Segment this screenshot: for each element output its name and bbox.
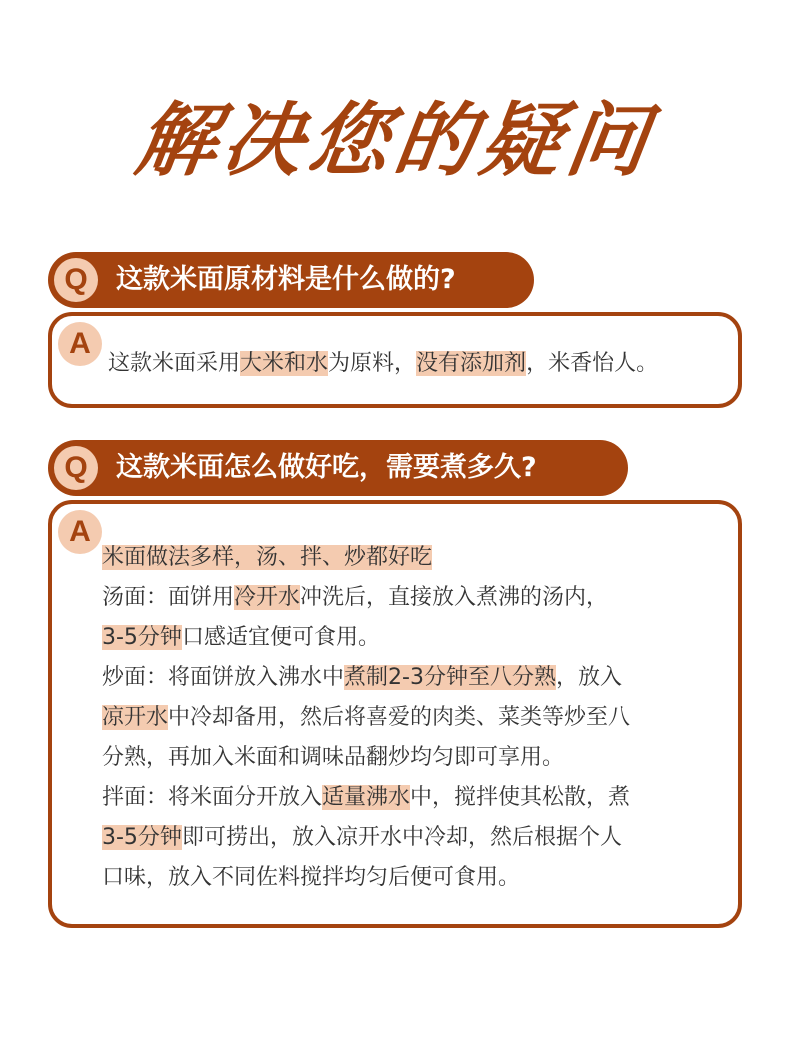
page-title: 解决您的疑问 [130, 94, 660, 187]
highlight-text: 3-5分钟 [102, 625, 182, 650]
answer-line [102, 818, 630, 858]
answer-text-segment: 分熟，再加入米面和调味品翻炒均匀即可享用。 [102, 745, 565, 770]
answer-text-segment: ，放入 [555, 665, 622, 690]
answer-text-segment: 即可捞出，放入凉开水中冷却，然后根据个人 [181, 825, 622, 850]
answer-text-segment: 这款米面采用 [108, 351, 241, 376]
answer-line [102, 738, 630, 778]
highlight-text: 煮制2-3分钟至八分熟 [344, 665, 556, 690]
highlight-text: 3-5分钟 [102, 825, 182, 850]
qa-block-1 [48, 252, 742, 408]
answer-text-segment: 口味，放入不同佐料搅拌均匀后便可食用。 [102, 865, 521, 890]
answer-text-segment: 冲洗后，直接放入煮沸的汤内， [300, 585, 609, 610]
highlight-text: 适量沸水 [322, 785, 411, 810]
qa-block-2 [48, 440, 742, 928]
question-text-2: 这款米面怎么做好吃，需要煮多久? [116, 452, 537, 483]
question-badge-icon: Q [54, 446, 98, 490]
highlight-text: 冷开水 [234, 585, 301, 610]
answer-text-1 [108, 346, 658, 382]
answer-line [102, 538, 630, 578]
highlight-text: 大米和水 [240, 351, 329, 376]
answer-line [102, 858, 630, 898]
question-pill-1 [48, 252, 534, 308]
question-badge-icon: Q [54, 258, 98, 302]
highlight-text: 凉开水 [102, 705, 169, 730]
answer-text-segment: ，米香怡人。 [526, 351, 659, 376]
answer-text-segment: 拌面：将米面分开放入 [102, 785, 323, 810]
answer-badge-icon: A [58, 510, 102, 554]
answer-text-segment: 中冷却备用，然后将喜爱的肉类、菜类等炒至八 [168, 705, 631, 730]
answer-badge-icon: A [58, 322, 102, 366]
question-text-1: 这款米面原材料是什么做的? [116, 264, 456, 295]
answer-text-segment: 汤面：面饼用 [102, 585, 235, 610]
answer-text-segment: 中，搅拌使其松散，煮 [410, 785, 631, 810]
answer-line [102, 698, 630, 738]
answer-text-segment: 口感适宜便可食用。 [181, 625, 380, 650]
answer-text-segment: 为原料， [328, 351, 417, 376]
answer-line [102, 618, 630, 658]
answer-box-2 [48, 500, 742, 928]
answer-text-segment: 炒面：将面饼放入沸水中 [102, 665, 345, 690]
answer-text-2 [102, 538, 630, 898]
highlight-text: 米面做法多样，汤、拌、炒都好吃 [102, 545, 433, 570]
answer-box-1 [48, 312, 742, 408]
answer-line [102, 658, 630, 698]
answer-line [102, 778, 630, 818]
highlight-text: 没有添加剂 [416, 351, 527, 376]
answer-line [102, 578, 630, 618]
question-pill-2 [48, 440, 628, 496]
